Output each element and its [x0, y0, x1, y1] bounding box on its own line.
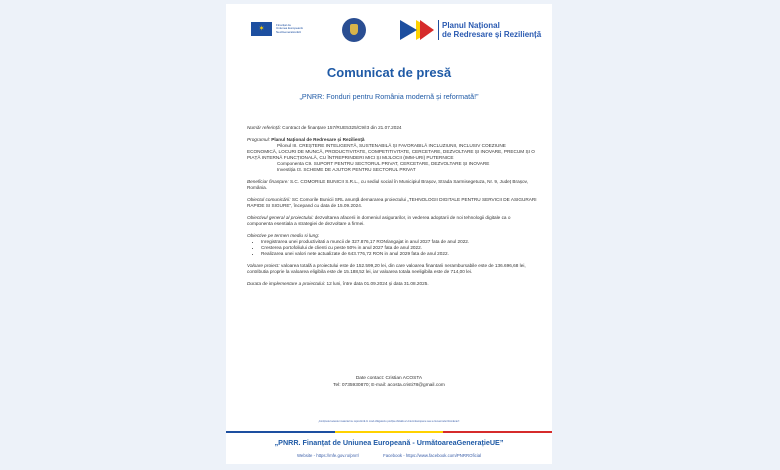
communication-object-paragraph: [247, 197, 537, 209]
eu-logo-text: [276, 24, 303, 35]
communication-object-label: Obiectul comunicării:: [247, 197, 291, 202]
contact-name: Date contact: Cristian ACOSTA: [355, 376, 423, 381]
project-value-value: valoarea totală a proiectului este de 152.599,20 lei, din care valoarea finantarii nerambursabile este de 136.696,68 lei, contributia proprie la valoarea eligibila este de 15.188,52 lei, iar valoarea totala neeligibila este de 714,00 lei.: [247, 263, 526, 274]
reference-label: Număr referință:: [247, 125, 281, 130]
program-name: Planul Național de Redresare și Reziliență: [269, 137, 365, 142]
divider-blue: [226, 431, 335, 433]
program-investment: Investiția I3. SCHEME DE AJUTOR PENTRU SECTORUL PRIVAT: [277, 167, 416, 172]
pnrr-divider: [438, 20, 439, 40]
program-paragraph: [247, 137, 537, 173]
duration-value: 12 luni, între data 01.09.2024 și data 31.08.2025.: [325, 281, 429, 286]
contact-details: Tel: 0735930870; E-mail: acosta.cristi78@gmail.com: [333, 382, 445, 388]
eu-logo-line: NextGenerationEU: [276, 29, 302, 34]
footer-slogan: „PNRR. Finanțat de Uniunea Europeană - UrmătoareaGenerațieUE”: [274, 438, 504, 447]
page-subtitle: „PNRR: Fonduri pentru România modernă și reformată!”: [299, 92, 479, 101]
beneficiary-paragraph: [247, 179, 537, 191]
program-component: Componenta C9. SUPORT PENTRU SECTORUL PRIVAT, CERCETARE, DEZVOLTARE ȘI INOVARE: [277, 161, 490, 166]
pnrr-logo-text: [442, 21, 541, 39]
contact-block: [226, 376, 552, 389]
pnrr-logo-line: de Redresare și Reziliență: [442, 30, 542, 39]
list-item: • Inregistrarea unei productivitati a muncii de 327.876,17 RON/angajat in anul 2027 fata de anul 2022.: [261, 239, 537, 245]
beneficiary-value: S.C. COMORILE BUNICII S.R.L., cu sediul social în Municipiul Brașov, Strada Sarmisegetuza, Nr. 9, Județ Brașov, România.: [247, 179, 528, 190]
reference-paragraph: [247, 125, 537, 131]
communication-object-value: SC Comorile Bunicii SRL anunță demararea proiectului „TEHNOLOGII DIGITALE PENTRU SERVICII DE ASIGURARI RAPIDE SI SIGURE”, începand cu data de 15.09.2024.: [247, 197, 537, 208]
general-objective-paragraph: [247, 215, 537, 227]
divider-red: [443, 431, 552, 433]
facebook-link[interactable]: Facebook - https://www.facebook.com/PNRROficial: [383, 453, 482, 458]
footer-links: [226, 453, 552, 458]
eu-funding-logo: [251, 22, 303, 36]
duration-paragraph: [247, 281, 537, 287]
program-label: Programul:: [247, 137, 270, 142]
list-item: • Cresterea portofoliului de clienti cu peste 50% in anul 2027 fata de anul 2022.: [261, 245, 537, 251]
general-objective-value: dezvoltarea afacerii in domeniul asigurarilor, in vederea adoptarii de noi tehnologii digitale ca o componenta esentiala a strategiei de dezvoltare a firmei.: [247, 215, 511, 226]
beneficiary-label: Beneficiar finanțare:: [247, 179, 289, 184]
eu-stars-icon: ✶: [258, 25, 265, 33]
objectives-list: [247, 239, 537, 257]
program-pillar: Pilonul III. CREȘTERE INTELIGENTĂ, SUSTENABILĂ ȘI FAVORABILĂ INCLUZIUNII, INCLUSIV COEZIUNE ECONOMICĂ, LOCURI DE MUNCĂ, PRODUCTIVITATE, COMPETITIVITATE, CERCETARE, DEZVOLTARE ȘI INOVARE, PRECUM ȘI O PIAȚĂ INTERNĂ FUNCȚIONALĂ, CU ÎNTREPRINDERI MICI ȘI MIJLOCII (IMM-URI) PUTERNICE: [247, 143, 535, 160]
document-body: [247, 125, 537, 293]
project-value-paragraph: [247, 263, 537, 275]
pnrr-logo-line: Planul Național: [442, 21, 500, 30]
website-link[interactable]: Website - https://mfe.gov.ro/pnrr/: [296, 453, 360, 458]
pnrr-arrows-icon: [400, 20, 436, 40]
eu-logo-line: Finanțat de: [276, 22, 292, 27]
header-logos: [226, 18, 552, 44]
medium-objectives-label: Obiective pe termen mediu si lung:: [247, 233, 320, 238]
general-objective-label: Obiectivul general al proiectului:: [247, 215, 314, 220]
tricolor-divider: [226, 431, 552, 433]
project-value-label: Valoare proiect:: [247, 263, 280, 268]
eu-logo-line: Uniunea Europeană: [276, 26, 303, 31]
document-page: [226, 4, 552, 464]
eu-flag-icon: [251, 22, 272, 36]
page-title: Comunicat de presă: [326, 65, 452, 80]
list-item: • Realizarea unei valori nete actualizate de 643.776,72 RON in anul 2029 fata de anul 2022.: [261, 251, 537, 257]
disclaimer: „Conținutul acestui material nu reprezintă în mod obligatoriu poziția oficială a Uniunii Europene sau a Guvernului României”.: [317, 420, 460, 423]
romanian-government-seal-icon: [342, 18, 366, 42]
pnrr-logo: [400, 20, 541, 40]
duration-label: Durata de implementare a proiectului:: [247, 281, 326, 286]
divider-yellow: [335, 431, 444, 433]
reference-value: Contract de finanțare 157/RUE5325/C9/I3 din 21.07.2024: [280, 125, 402, 130]
